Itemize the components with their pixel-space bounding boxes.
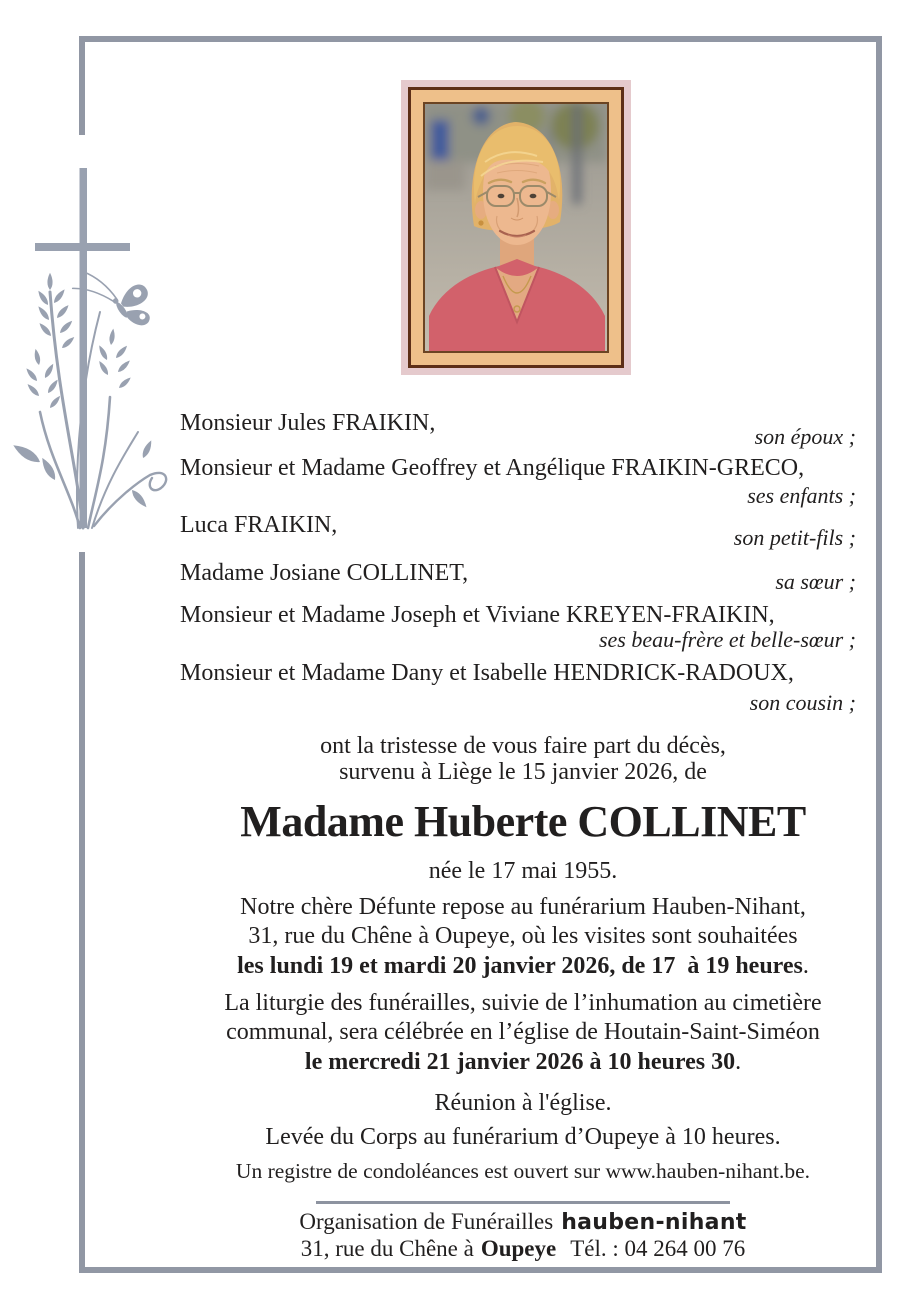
portrait-photo-mat: [408, 87, 624, 368]
relation-label: son époux ;: [754, 424, 856, 449]
meeting-line: Réunion à l'église.: [434, 1090, 612, 1116]
frame-border-left-lower: [79, 552, 85, 1273]
ceremony-date-line: le mercredi 21 janvier 2026 à 10 heures 30.: [304, 1049, 742, 1075]
funeral-home-logo: hauben-nihant: [561, 1210, 747, 1235]
announcement-intro-line1: ont la tristesse de vous faire part du décès,: [320, 733, 726, 759]
relation-label: son cousin ;: [749, 690, 856, 715]
levee-line: Levée du Corps au funérarium d’Oupeye à 10 heures.: [265, 1124, 781, 1150]
portrait-photo: [423, 102, 609, 353]
deceased-name-title: Madame Huberte COLLINET: [240, 797, 806, 846]
family-name-line: Madame Josiane COLLINET,: [180, 560, 469, 586]
frame-border-left-upper: [79, 36, 85, 135]
relation-label: ses beau-frère et belle-sœur ;: [598, 627, 856, 652]
family-name-line: Monsieur et Madame Dany et Isabelle HENDRICK-RADOUX,: [180, 660, 794, 686]
cross-wheat-butterfly-ornament-icon: [10, 160, 180, 570]
repose-line2: 31, rue du Chêne à Oupeye, où les visites sont souhaitées: [248, 923, 798, 949]
cross-vertical-beam: [80, 168, 88, 528]
portrait-photo-frame: [401, 80, 631, 375]
relation-label: ses enfants ;: [747, 483, 856, 508]
family-name-line: Monsieur Jules FRAIKIN,: [180, 410, 436, 436]
birth-date-line: née le 17 mai 1955.: [428, 858, 618, 884]
funeral-home-line: Organisation de Funérailles hauben-nihant: [299, 1209, 747, 1235]
relation-label: son petit-fils ;: [733, 525, 856, 550]
repose-line1: Notre chère Défunte repose au funérarium Hauben-Nihant,: [240, 894, 806, 920]
liturgy-line1: La liturgie des funérailles, suivie de l’inhumation au cimetière: [224, 990, 822, 1016]
frame-border-top: [79, 36, 882, 42]
frame-border-bottom: [79, 1267, 882, 1273]
cross-horizontal-beam: [35, 243, 130, 251]
frame-border-right: [876, 36, 882, 1273]
visits-schedule-line: les lundi 19 et mardi 20 janvier 2026, de 17 à 19 heures.: [237, 953, 809, 979]
family-name-line: Luca FRAIKIN,: [180, 512, 338, 538]
relation-label: sa sœur ;: [775, 569, 856, 594]
family-name-line: Monsieur et Madame Geoffrey et Angélique FRAIKIN-GRECO,: [180, 455, 805, 481]
funeral-home-address-line: 31, rue du Chêne à Oupeye Tél. : 04 264 00 76: [300, 1236, 746, 1261]
announcement-intro-line2: survenu à Liège le 15 janvier 2026, de: [339, 759, 707, 785]
condolence-register-line: Un registre de condoléances est ouvert sur www.hauben-nihant.be.: [235, 1159, 811, 1183]
family-name-line: Monsieur et Madame Joseph et Viviane KREYEN-FRAIKIN,: [180, 602, 775, 628]
footer-divider: [316, 1201, 730, 1204]
liturgy-line2: communal, sera célébrée en l’église de Houtain-Saint-Siméon: [226, 1019, 820, 1045]
